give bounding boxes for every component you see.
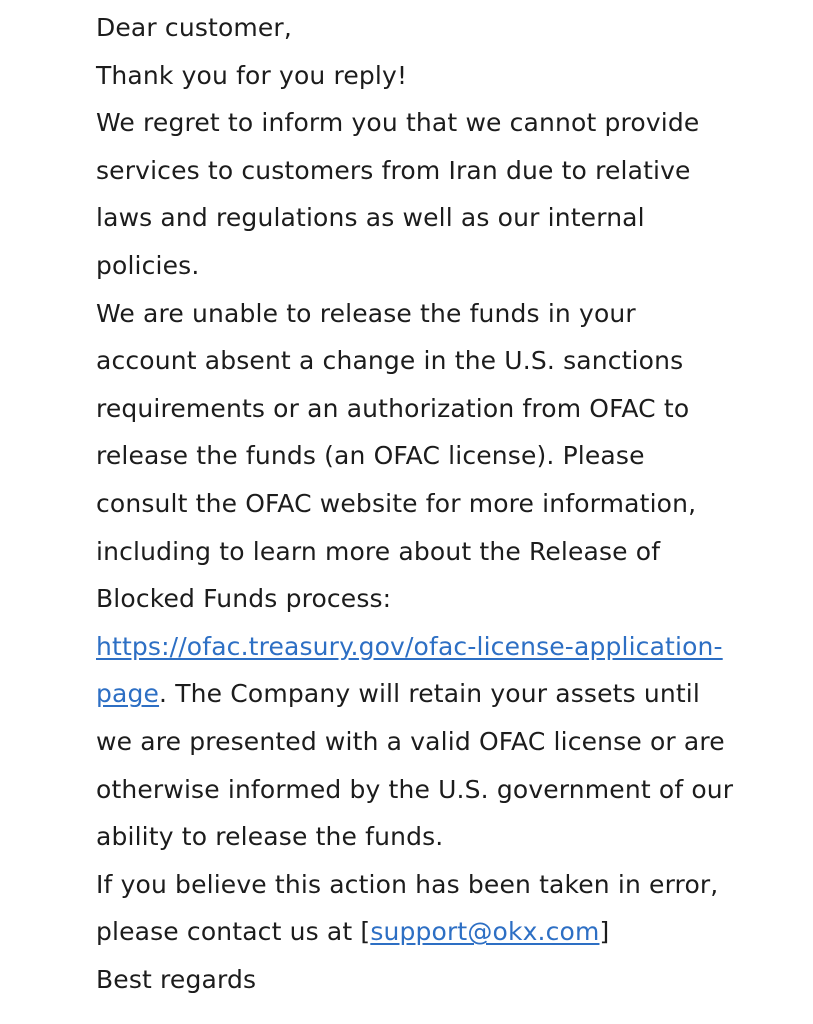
paragraph-line: laws and regulations as well as our internal	[96, 203, 645, 233]
greeting-line: Dear customer,	[96, 13, 292, 42]
support-email-link[interactable]: support@okx.com	[370, 917, 600, 947]
closing-line: Best regards	[96, 964, 257, 994]
email-body	[96, 4, 796, 1003]
paragraph-line: consult the OFAC website for more information,	[96, 488, 697, 518]
contact-prefix: please contact us at [	[96, 917, 371, 947]
ofac-link-line	[96, 623, 796, 671]
thanks-line: Thank you for you reply!	[96, 60, 408, 90]
paragraph-line: Blocked Funds process:	[96, 584, 392, 614]
contact-suffix: ]	[599, 917, 610, 947]
paragraph-line: requirements or an authorization from OFAC to	[96, 393, 690, 423]
paragraph-line: policies.	[96, 250, 200, 280]
paragraph-line: we are presented with a valid OFAC license or are	[96, 726, 725, 756]
ofac-license-link-continued[interactable]: page	[96, 679, 160, 709]
paragraph-line: We are unable to release the funds in your	[96, 298, 636, 328]
ofac-link-continuation-line	[96, 670, 796, 718]
paragraph-line: ability to release the funds.	[96, 822, 444, 852]
paragraph-line: release the funds (an OFAC license). Please	[96, 441, 645, 471]
paragraph-line: services to customers from Iran due to relative	[96, 155, 691, 185]
contact-line	[96, 908, 796, 956]
paragraph-line: otherwise informed by the U.S. government of our	[96, 774, 734, 804]
paragraph-line: including to learn more about the Release of	[96, 536, 661, 566]
paragraph-line: We regret to inform you that we cannot provide	[96, 108, 700, 138]
paragraph-line: If you believe this action has been taken in error,	[96, 869, 719, 899]
paragraph-text: . The Company will retain your assets until	[159, 679, 700, 709]
paragraph-line: account absent a change in the U.S. sanctions	[96, 346, 684, 376]
ofac-license-link[interactable]: https://ofac.treasury.gov/ofac-license-application-	[96, 631, 723, 661]
